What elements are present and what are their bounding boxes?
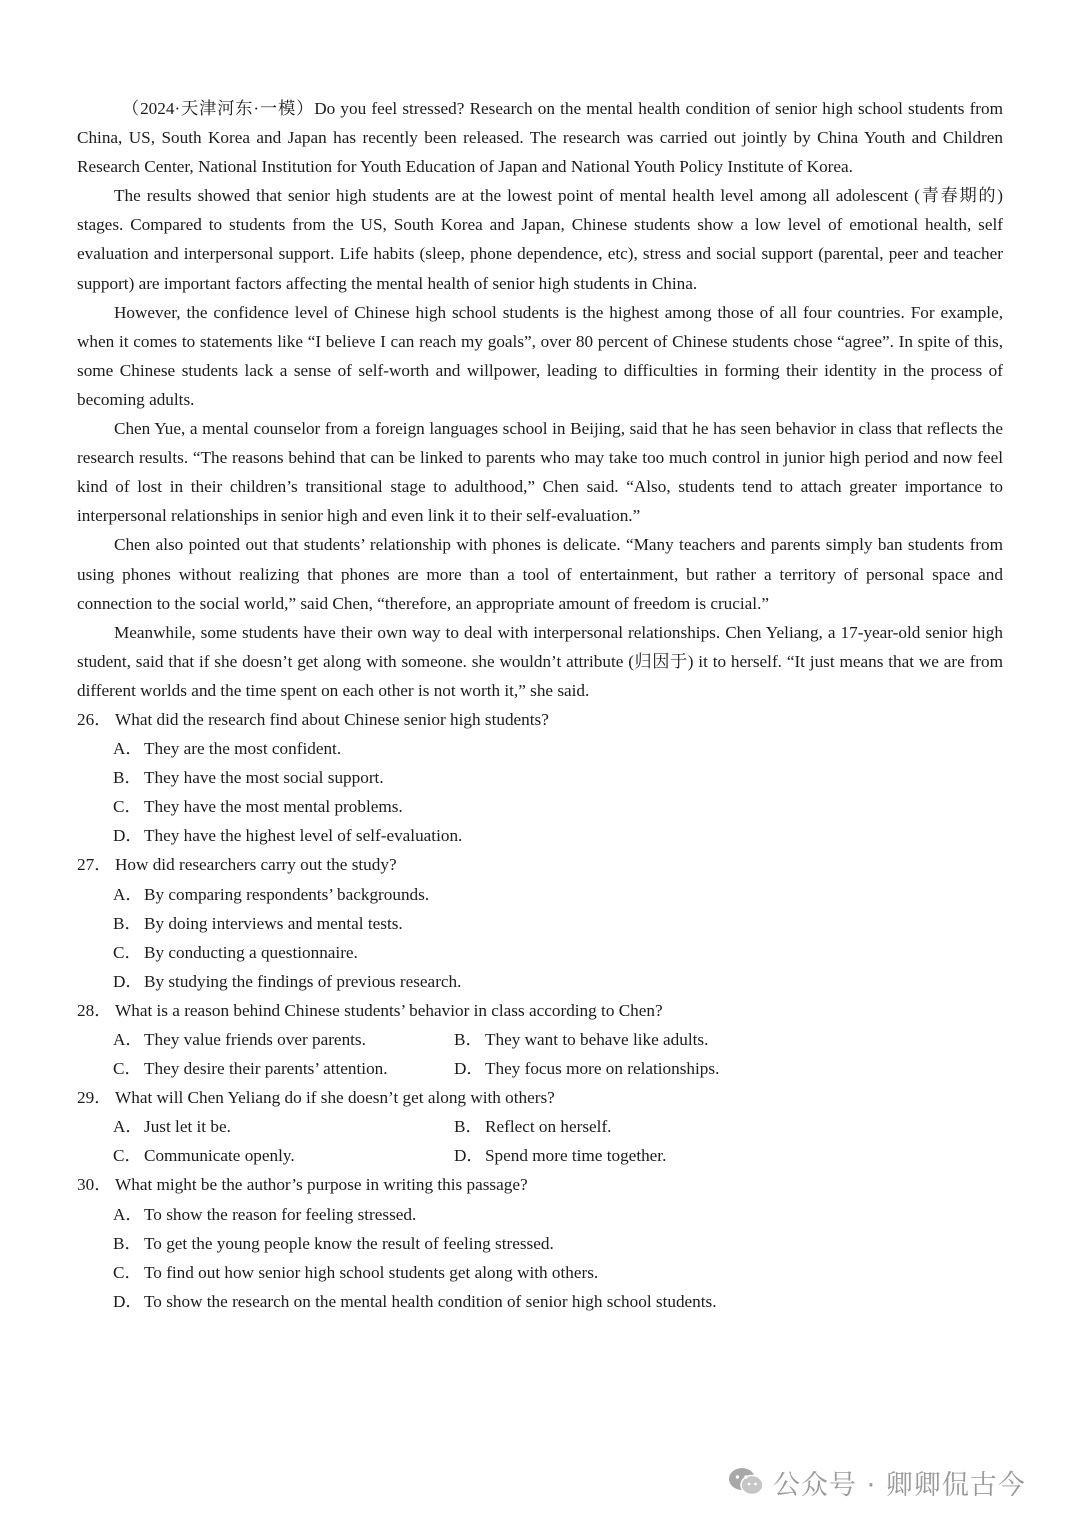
option-a: A．To show the reason for feeling stressed. bbox=[113, 1204, 417, 1224]
option-a: A．They are the most confident. bbox=[113, 739, 342, 759]
question-number: 26． bbox=[77, 709, 112, 729]
passage-paragraph-4: Chen Yue, a mental counselor from a foreign languages school in Beijing, said that he has seen behavior in class that reflects the research results. “The reasons behind that can be linked to parents who may take too much control in junior high period and now feel kind of lost in their children’s transitional stage to adulthood,” Chen said. “Also, students tend to attach greater importance to interpersonal relationships in senior high and even link it to their self-evaluation.” bbox=[77, 419, 1003, 526]
question-text: What is a reason behind Chinese students’ behavior in class according to Chen? bbox=[115, 1000, 663, 1020]
question-text: What did the research find about Chinese senior high students? bbox=[115, 709, 549, 729]
passage-paragraph-6: Meanwhile, some students have their own way to deal with interpersonal relationships. Chen Yeliang, a 17-year-old senior high student, said that if she doesn’t get along with someone. she wouldn’t attribute (归因于) it to herself. “It just means that we are from different worlds and the time spent on each other is not worth it,” she said. bbox=[77, 622, 1003, 700]
wechat-icon bbox=[727, 1466, 765, 1498]
option-b: B． Reflect on herself. bbox=[454, 1117, 612, 1137]
question-28 bbox=[77, 996, 1003, 1083]
watermark-text: 公众号 · 卿卿侃古今 bbox=[773, 1469, 1026, 1501]
option-d: D．Spend more time together. bbox=[454, 1146, 667, 1166]
option-b: B． By doing interviews and mental tests. bbox=[113, 913, 403, 933]
question-number: 30． bbox=[77, 1175, 112, 1195]
source-tag: （2024·天津河东·一模） bbox=[122, 99, 315, 118]
passage-paragraph-2: The results showed that senior high students are at the lowest point of mental health level among all adolescent (青春期的) stages. Compared to students from the US, South Korea and Japan, Chinese students show a low level of emotional health, self evaluation and interpersonal support. Life habits (sleep, phone dependence, etc), stress and social support (parental, peer and teacher support) are important factors affecting the mental health of senior high students in China. bbox=[77, 186, 1003, 293]
option-d: D．They focus more on relationships. bbox=[454, 1059, 720, 1079]
option-b: B． To get the young people know the result of feeling stressed. bbox=[113, 1233, 554, 1253]
option-d: D．By studying the findings of previous research. bbox=[113, 971, 462, 991]
option-a: A．They value friends over parents. bbox=[113, 1030, 366, 1049]
option-d: D．To show the research on the mental health condition of senior high school students. bbox=[113, 1291, 717, 1311]
option-c: C． To find out how senior high school students get along with others. bbox=[113, 1262, 599, 1282]
question-text: How did researchers carry out the study? bbox=[115, 855, 397, 875]
option-b: B． They have the most social support. bbox=[113, 768, 384, 788]
passage-paragraph-3: However, the confidence level of Chinese high school students is the highest among those of all four countries. For example, when it comes to statements like “I believe I can reach my goals”, over 80 percent of Chinese students chose “agree”. In spite of this, some Chinese students lack a sense of self-worth and willpower, leading to difficulties in forming their identity in the process of becoming adults. bbox=[77, 302, 1003, 409]
passage-paragraph-5: Chen also pointed out that students’ relationship with phones is delicate. “Many teachers and parents simply ban students from using phones without realizing that phones are more than a tool of entertainment, but rather a territory of personal space and connection to the social world,” said Chen, “therefore, an appropriate amount of freedom is crucial.” bbox=[77, 535, 1003, 613]
question-text: What might be the author’s purpose in writing this passage? bbox=[115, 1175, 528, 1195]
question-number: 28． bbox=[77, 1000, 112, 1020]
question-text: What will Chen Yeliang do if she doesn’t get along with others? bbox=[115, 1088, 555, 1108]
option-a: A．By comparing respondents’ backgrounds. bbox=[113, 884, 430, 904]
question-26 bbox=[77, 705, 1003, 850]
option-c: C． Communicate openly. bbox=[113, 1146, 295, 1166]
option-d: D．They have the highest level of self-evaluation. bbox=[113, 826, 463, 846]
question-number: 29． bbox=[77, 1088, 112, 1108]
option-c: C． They have the most mental problems. bbox=[113, 797, 403, 817]
question-30 bbox=[77, 1170, 1003, 1315]
question-27 bbox=[77, 850, 1003, 995]
option-c: C． By conducting a questionnaire. bbox=[113, 942, 358, 962]
exam-page bbox=[77, 94, 1003, 1316]
option-b: B． They want to behave like adults. bbox=[454, 1030, 709, 1049]
question-29 bbox=[77, 1083, 1003, 1170]
option-c: C． They desire their parents’ attention. bbox=[113, 1059, 388, 1079]
passage-paragraph-1: （2024·天津河东·一模）Do you feel stressed? Research on the mental health condition of senior high school students from China, US, South Korea and Japan has recently been released. The research was carried out jointly by China Youth and Children Research Center, National Institution for Youth Education of Japan and National Youth Policy Institute of Korea. bbox=[77, 99, 1003, 177]
question-number: 27． bbox=[77, 855, 112, 875]
option-a: A．Just let it be. bbox=[113, 1117, 231, 1137]
watermark bbox=[727, 1462, 1026, 1502]
